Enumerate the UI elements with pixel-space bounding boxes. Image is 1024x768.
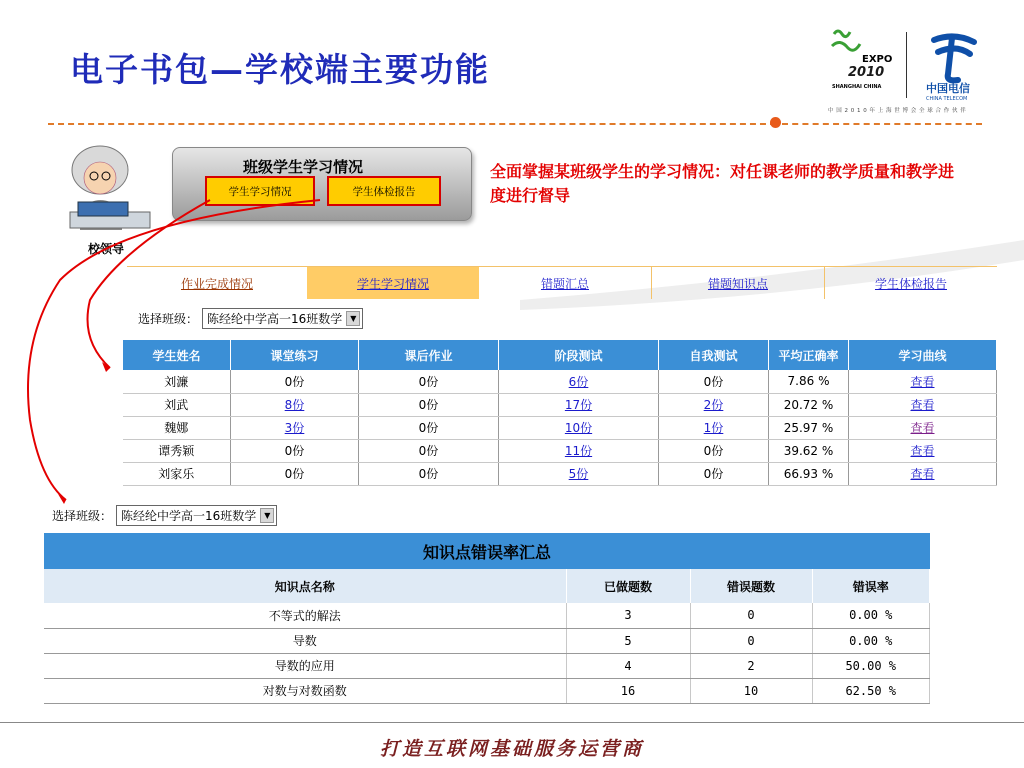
- class-select-label-2: 选择班级：: [52, 509, 113, 523]
- page-title: 电子书包—学校端主要功能: [70, 50, 490, 89]
- student-name: 谭秀颖: [123, 439, 231, 462]
- avg-accuracy: 7.86 %: [769, 370, 849, 393]
- error-count: 2: [690, 653, 812, 678]
- student-name: 刘武: [123, 393, 231, 416]
- table-row: [123, 393, 997, 416]
- arrowhead-icon: [102, 362, 110, 372]
- col-self-test: 自我测试: [659, 340, 769, 370]
- knowledge-point: 导数: [44, 628, 566, 653]
- done-count: 4: [566, 653, 690, 678]
- stage-test-link[interactable]: 6份: [568, 374, 589, 389]
- error-count: 0: [690, 628, 812, 653]
- error-rate: 62.50 %: [812, 678, 930, 703]
- avg-accuracy: 25.97 %: [769, 416, 849, 439]
- done-count: 5: [566, 628, 690, 653]
- self-test-count: 0份: [659, 370, 769, 393]
- table-row: [44, 678, 930, 703]
- class-select-label: 选择班级：: [138, 312, 199, 326]
- col-learning-curve: 学习曲线: [849, 340, 997, 370]
- knowledge-point: 导数的应用: [44, 653, 566, 678]
- footer-slogan: 打造互联网基础服务运营商: [379, 738, 644, 760]
- dropdown-arrow-icon[interactable]: ▼: [260, 508, 274, 523]
- telecom-en: CHINA TELECOM: [926, 96, 968, 102]
- arrowhead-icon: [58, 494, 66, 504]
- student-study-button[interactable]: 学生学习情况: [205, 176, 315, 206]
- col-class-practice: 课堂练习: [231, 340, 359, 370]
- header-divider-right: [782, 123, 982, 125]
- expo-city: SHANGHAI CHINA: [832, 84, 882, 90]
- class-selector-row-2: [52, 505, 277, 526]
- class-practice-count: 0份: [231, 462, 359, 485]
- table-row: [44, 603, 930, 628]
- dropdown-arrow-icon[interactable]: ▼: [346, 311, 360, 326]
- class-select-value-2: 陈经纶中学高一16班数学: [121, 509, 257, 523]
- view-curve-link[interactable]: 查看: [910, 444, 935, 458]
- col-avg-accuracy: 平均正确率: [769, 340, 849, 370]
- homework-count: 0份: [359, 370, 499, 393]
- homework-count: 0份: [359, 439, 499, 462]
- function-panel: [172, 147, 472, 221]
- tab-error-knowledge[interactable]: 错题知识点: [651, 267, 825, 299]
- class-practice-count: 0份: [231, 370, 359, 393]
- role-label: 校领导: [88, 242, 125, 256]
- class-select[interactable]: [202, 308, 363, 329]
- avg-accuracy: 20.72 %: [769, 393, 849, 416]
- stage-test-link[interactable]: 17份: [564, 398, 593, 412]
- class-practice-count: 0份: [231, 439, 359, 462]
- homework-count: 0份: [359, 393, 499, 416]
- self-test-count: 0份: [659, 439, 769, 462]
- avg-accuracy: 66.93 %: [769, 462, 849, 485]
- homework-count: 0份: [359, 462, 499, 485]
- col-error-count: 错误题数: [690, 569, 812, 603]
- view-curve-link[interactable]: 查看: [910, 398, 935, 412]
- class-practice-link[interactable]: 8份: [284, 398, 305, 412]
- tab-bar: [127, 266, 997, 299]
- table-row: [44, 653, 930, 678]
- knowledge-error-table: [44, 569, 930, 704]
- logo-separator: [906, 32, 907, 98]
- student-study-table: [122, 340, 997, 486]
- stage-test-link[interactable]: 5份: [568, 467, 589, 481]
- class-select-value: 陈经纶中学高一16班数学: [207, 312, 343, 326]
- homework-count: 0份: [359, 416, 499, 439]
- error-rate: 50.00 %: [812, 653, 930, 678]
- error-count: 0: [690, 603, 812, 628]
- expo-text: EXPO: [862, 54, 893, 65]
- error-count: 10: [690, 678, 812, 703]
- stage-test-link[interactable]: 11份: [564, 444, 593, 458]
- class-select-2[interactable]: [116, 505, 277, 526]
- class-practice-link[interactable]: 3份: [284, 421, 305, 435]
- principal-avatar: [60, 140, 160, 240]
- done-count: 3: [566, 603, 690, 628]
- table-row: [123, 370, 997, 393]
- tab-error-summary[interactable]: 错题汇总: [540, 276, 589, 291]
- china-telecom-logo: [918, 30, 988, 104]
- student-name: 魏娜: [123, 416, 231, 439]
- table-row: [123, 416, 997, 439]
- table-row: [123, 462, 997, 485]
- col-homework: 课后作业: [359, 340, 499, 370]
- view-curve-link[interactable]: 查看: [910, 374, 935, 389]
- self-test-link[interactable]: 1份: [703, 421, 724, 435]
- col-student-name: 学生姓名: [123, 340, 231, 370]
- view-curve-link[interactable]: 查看: [910, 467, 935, 481]
- expo-logo: [826, 24, 898, 104]
- table-row: [123, 439, 997, 462]
- self-test-link[interactable]: 2份: [703, 398, 724, 412]
- avg-accuracy: 39.62 %: [769, 439, 849, 462]
- knowledge-point: 不等式的解法: [44, 603, 566, 628]
- col-done-count: 已做题数: [566, 569, 690, 603]
- student-name: 刘濂: [123, 370, 231, 393]
- telecom-name: 中国电信: [926, 82, 970, 95]
- logo-caption: 中 国 2 0 1 0 年 上 海 世 博 会 全 球 合 作 伙 伴: [828, 108, 967, 114]
- table-row: [44, 628, 930, 653]
- col-error-rate: 错误率: [812, 569, 930, 603]
- knowledge-point: 对数与对数函数: [44, 678, 566, 703]
- error-rate: 0.00 %: [812, 603, 930, 628]
- feature-description: 全面掌握某班级学生的学习情况：对任课老师的教学质量和教学进度进行督导: [490, 162, 955, 205]
- view-curve-link[interactable]: 查看: [910, 421, 935, 435]
- tab-student-study[interactable]: 学生学习情况: [307, 267, 479, 299]
- col-stage-test: 阶段测试: [499, 340, 659, 370]
- class-selector-row: [138, 308, 363, 329]
- student-health-button[interactable]: 学生体检报告: [327, 176, 441, 206]
- knowledge-error-panel: [44, 533, 930, 704]
- stage-test-link[interactable]: 10份: [564, 421, 593, 435]
- col-knowledge-point: 知识点名称: [44, 569, 566, 603]
- tab-homework-completion[interactable]: 作业完成情况: [180, 276, 253, 291]
- self-test-count: 0份: [659, 462, 769, 485]
- expo-year: 2010: [848, 65, 885, 80]
- tab-health-report[interactable]: 学生体检报告: [874, 276, 947, 291]
- header-divider: [48, 123, 776, 125]
- knowledge-error-title: 知识点错误率汇总: [44, 533, 930, 569]
- panel-title: 班级学生学习情况: [242, 158, 363, 176]
- footer-divider: [0, 722, 1024, 723]
- done-count: 16: [566, 678, 690, 703]
- divider-dot: [770, 117, 781, 128]
- student-name: 刘家乐: [123, 462, 231, 485]
- error-rate: 0.00 %: [812, 628, 930, 653]
